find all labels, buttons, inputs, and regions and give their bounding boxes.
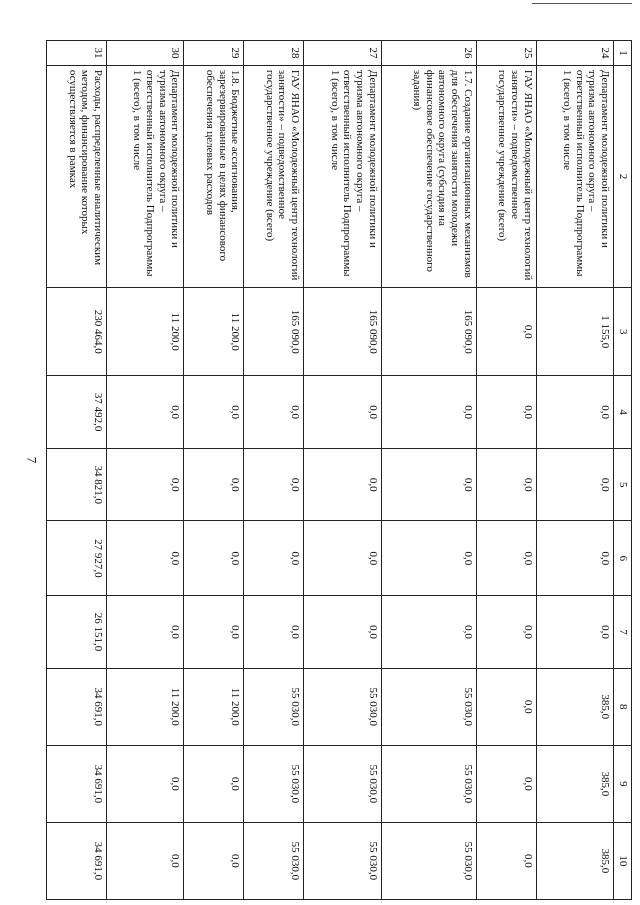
table-wrapper: [46, 40, 632, 900]
row-value: 11 200,0: [184, 288, 244, 376]
table-row: [536, 41, 613, 900]
table-row: [304, 41, 381, 900]
table-row: [184, 41, 244, 900]
row-value: 34 691,0: [47, 745, 107, 822]
row-value: 11 200,0: [184, 668, 244, 745]
row-value: 165 090,0: [244, 288, 304, 376]
row-value: 0,0: [476, 521, 536, 596]
row-description: 1.7. Создание организационных механизмов для обеспечения занятости молодежи автономного округа (субсидия на финансовое обеспечение государственного задания): [381, 65, 476, 287]
row-value: 0,0: [536, 521, 613, 596]
row-value: 0,0: [476, 288, 536, 376]
row-value: 26 151,0: [47, 596, 107, 669]
row-number: 25: [476, 41, 536, 66]
row-value: 0,0: [106, 521, 183, 596]
top-rule: [532, 3, 632, 4]
row-value: 0,0: [184, 521, 244, 596]
row-value: 0,0: [304, 596, 381, 669]
column-header: 2: [614, 65, 632, 287]
row-value: 0,0: [244, 376, 304, 449]
row-value: 0,0: [184, 596, 244, 669]
row-value: 0,0: [184, 448, 244, 521]
row-value: 385,0: [536, 822, 613, 899]
budget-table: [46, 40, 632, 900]
row-value: 0,0: [184, 822, 244, 899]
row-value: 55 030,0: [304, 745, 381, 822]
row-value: 385,0: [536, 668, 613, 745]
row-value: 0,0: [381, 596, 476, 669]
column-header: 5: [614, 448, 632, 521]
row-value: 230 464,0: [47, 288, 107, 376]
row-description: Департамент молодежной политики и туризма автономного округа – ответственный исполнитель Подпрограммы 1 (всего), в том числе: [536, 65, 613, 287]
row-value: 0,0: [381, 448, 476, 521]
row-value: 34 691,0: [47, 822, 107, 899]
row-value: 55 030,0: [244, 668, 304, 745]
column-header: 3: [614, 288, 632, 376]
table-row: [244, 41, 304, 900]
row-value: 0,0: [381, 376, 476, 449]
row-value: 55 030,0: [381, 745, 476, 822]
row-value: 37 492,0: [47, 376, 107, 449]
row-value: 0,0: [536, 376, 613, 449]
column-header: 4: [614, 376, 632, 449]
row-value: 27 927,0: [47, 521, 107, 596]
row-value: 55 030,0: [304, 822, 381, 899]
row-value: 0,0: [476, 376, 536, 449]
row-value: 0,0: [304, 521, 381, 596]
row-value: 0,0: [476, 745, 536, 822]
header-row: [614, 41, 632, 900]
row-value: 0,0: [184, 745, 244, 822]
row-number: 29: [184, 41, 244, 66]
table-row: [381, 41, 476, 900]
row-value: 0,0: [106, 448, 183, 521]
row-number: 28: [244, 41, 304, 66]
row-value: 0,0: [536, 596, 613, 669]
column-header: 9: [614, 745, 632, 822]
row-number: 24: [536, 41, 613, 66]
row-value: 385,0: [536, 745, 613, 822]
page-number: 7: [24, 456, 40, 464]
row-value: 0,0: [106, 822, 183, 899]
row-description: 1.8. Бюджетные ассигнования, зарезервированные в целях финансового обеспечения целевых расходов: [184, 65, 244, 287]
row-value: 0,0: [536, 448, 613, 521]
row-value: 0,0: [106, 596, 183, 669]
row-value: 55 030,0: [381, 822, 476, 899]
row-value: 0,0: [304, 376, 381, 449]
row-value: 0,0: [244, 521, 304, 596]
row-description: ГАУ ЯНАО «Молодежный центр технологий занятости» – подведомственное государственное учреждение (всего): [244, 65, 304, 287]
row-value: 34 691,0: [47, 668, 107, 745]
row-value: 55 030,0: [304, 668, 381, 745]
column-header: 10: [614, 822, 632, 899]
table-body: [47, 41, 632, 900]
column-header: 8: [614, 668, 632, 745]
row-value: 0,0: [476, 596, 536, 669]
row-number: 27: [304, 41, 381, 66]
row-value: 55 030,0: [244, 745, 304, 822]
row-value: 55 030,0: [381, 668, 476, 745]
row-value: 0,0: [476, 668, 536, 745]
row-value: 0,0: [106, 376, 183, 449]
row-value: 11 200,0: [106, 288, 183, 376]
row-description: Департамент молодежной политики и туризма автономного округа – ответственный исполнитель Подпрограммы 1 (всего), в том числе: [304, 65, 381, 287]
column-header: 1: [614, 41, 632, 66]
row-value: 0,0: [476, 448, 536, 521]
row-value: 34 821,0: [47, 448, 107, 521]
table-row: [47, 41, 107, 900]
column-header: 7: [614, 596, 632, 669]
row-value: 0,0: [476, 822, 536, 899]
column-header: 6: [614, 521, 632, 596]
row-value: 0,0: [184, 376, 244, 449]
row-number: 26: [381, 41, 476, 66]
row-description: Расходы, распределенные аналитическим методом, финансирование которых осуществляется в рамках: [47, 65, 107, 287]
row-value: 55 030,0: [244, 822, 304, 899]
row-value: 165 090,0: [381, 288, 476, 376]
row-description: ГАУ ЯНАО «Молодежный центр технологий занятости» – подведомственное государственное учреждение (всего): [476, 65, 536, 287]
row-value: 11 200,0: [106, 668, 183, 745]
row-value: 0,0: [304, 448, 381, 521]
rotated-table: [46, 40, 632, 900]
row-value: 0,0: [244, 448, 304, 521]
row-number: 30: [106, 41, 183, 66]
row-description: Департамент молодежной политики и туризма автономного округа – ответственный исполнитель Подпрограммы 1 (всего), в том числе: [106, 65, 183, 287]
table-row: [476, 41, 536, 900]
row-value: 0,0: [381, 521, 476, 596]
table-row: [106, 41, 183, 900]
row-number: 31: [47, 41, 107, 66]
row-value: 0,0: [106, 745, 183, 822]
row-value: 1 155,0: [536, 288, 613, 376]
row-value: 0,0: [244, 596, 304, 669]
row-value: 165 090,0: [304, 288, 381, 376]
